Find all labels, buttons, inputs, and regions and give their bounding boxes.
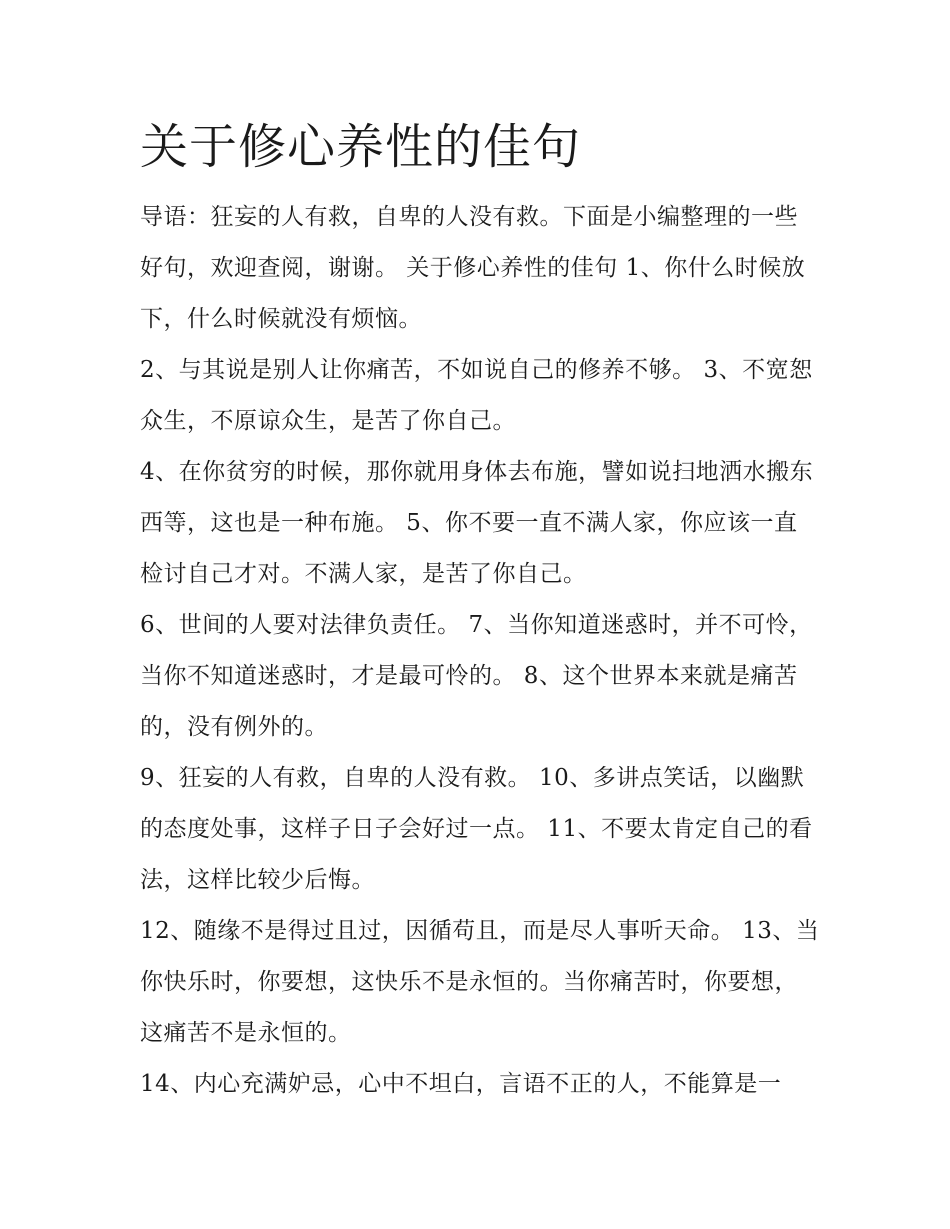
paragraph-1: 导语：狂妄的人有救，自卑的人没有救。下面是小编整理的一些好句，欢迎查阅，谢谢。 关于修心养性的佳句 1、你什么时候放下，什么时候就没有烦恼。 (140, 204, 806, 332)
paragraph-7: 14、内心充满妒忌，心中不坦白，言语不正的人，不能算是一 (140, 1071, 782, 1097)
document-page (140, 112, 820, 1110)
document-title: 关于修心养性的佳句 (140, 119, 582, 175)
paragraph-6: 12、随缘不是得过且过，因循苟且，而是尽人事听天命。 13、当你快乐时，你要想，这快乐不是永恒的。当你痛苦时，你要想，这痛苦不是永恒的。 (140, 918, 820, 1046)
paragraph-4: 6、世间的人要对法律负责任。 7、当你知道迷惑时，并不可怜，当你不知道迷惑时，才是最可怜的。 8、这个世界本来就是痛苦的，没有例外的。 (140, 612, 813, 740)
paragraph-5: 9、狂妄的人有救，自卑的人没有救。 10、多讲点笑话，以幽默的态度处事，这样子日子会好过一点。 11、不要太肯定自己的看法，这样比较少后悔。 (140, 765, 813, 893)
paragraph-2: 2、与其说是别人让你痛苦，不如说自己的修养不够。 3、不宽恕众生，不原谅众生，是苦了你自己。 (140, 357, 813, 434)
paragraph-3: 4、在你贫穷的时候，那你就用身体去布施，譬如说扫地洒水搬东西等，这也是一种布施。 5、你不要一直不满人家，你应该一直检讨自己才对。不满人家，是苦了你自己。 (140, 459, 814, 587)
